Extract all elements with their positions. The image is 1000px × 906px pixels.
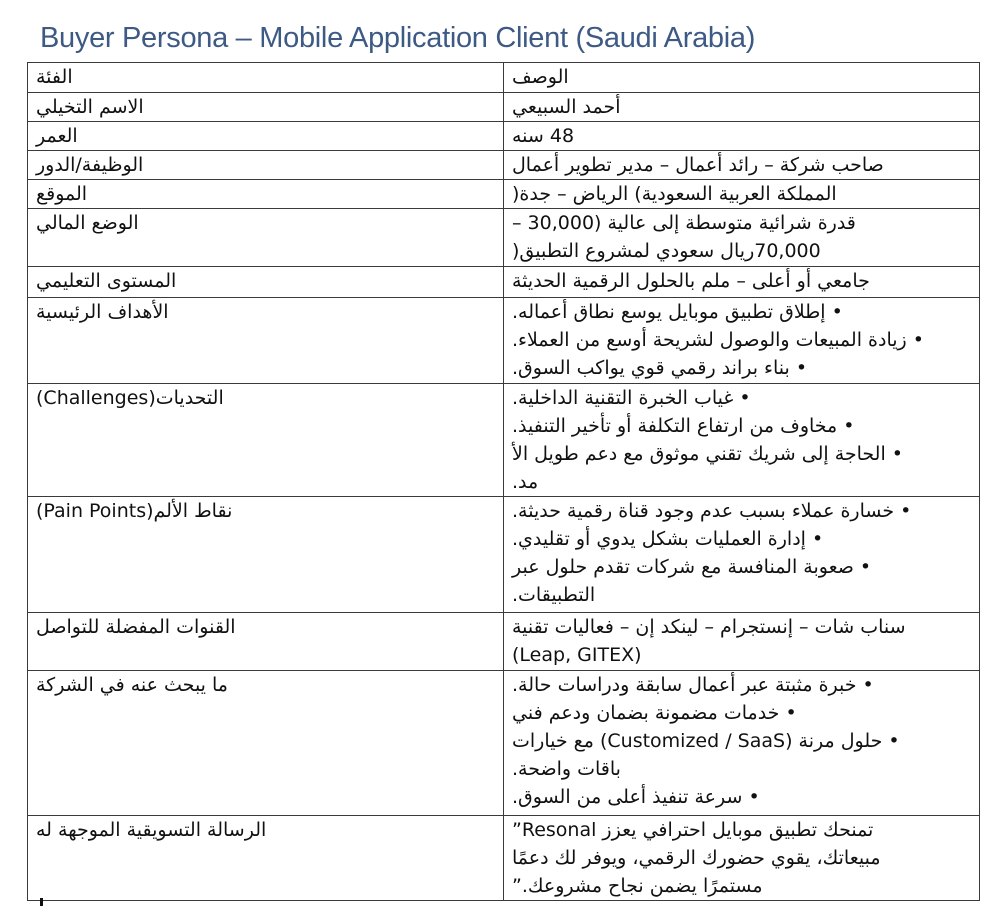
description-cell <box>504 267 980 298</box>
category-label: الموقع <box>36 183 88 205</box>
description-line: أحمد السبيعي <box>512 96 621 118</box>
description-line: • زيادة المبيعات والوصول لشريحة أوسع من العملاء. <box>512 329 924 351</box>
category-cell <box>28 180 504 209</box>
table-row <box>28 384 980 497</box>
category-cell <box>28 151 504 180</box>
category-cell <box>28 816 504 901</box>
category-cell <box>28 122 504 151</box>
table-row <box>28 298 980 384</box>
header-description <box>504 63 980 93</box>
description-line: • خسارة عملاء بسبب عدم وجود قناة رقمية حديثة. <box>512 500 912 522</box>
category-label: القنوات المفضلة للتواصل <box>36 616 236 638</box>
table-row <box>28 122 980 151</box>
category-cell <box>28 93 504 122</box>
category-label: الاسم التخيلي <box>36 96 144 118</box>
description-line: • خبرة مثبتة عبر أعمال سابقة ودراسات حالة. <box>512 674 874 696</box>
description-line: مستمرًا يضمن نجاح مشروعك.” <box>512 875 763 897</box>
table-row <box>28 497 980 613</box>
description-cell <box>504 209 980 267</box>
description-line: • إطلاق تطبيق موبايل يوسع نطاق أعماله. <box>512 301 843 323</box>
description-line: • بناء براند رقمي قوي يواكب السوق. <box>512 357 808 379</box>
category-label: الرسالة التسويقية الموجهة له <box>36 819 267 841</box>
category-cell <box>28 209 504 267</box>
buyer-persona-table <box>27 62 980 901</box>
table-row <box>28 816 980 901</box>
category-cell <box>28 613 504 671</box>
header-category-label: الفئة <box>36 66 73 88</box>
category-cell <box>28 384 504 497</box>
description-cell <box>504 151 980 180</box>
description-line: • غياب الخبرة التقنية الداخلية. <box>512 387 751 409</box>
description-cell <box>504 384 980 497</box>
table-header-row <box>28 63 980 93</box>
category-label: الأهداف الرئيسية <box>36 301 169 323</box>
description-cell <box>504 497 980 613</box>
description-line: • حلول مرنة (Customized / SaaS) مع خيارات <box>512 730 900 752</box>
description-line: • خدمات مضمونة بضمان ودعم فني <box>512 702 797 724</box>
description-cell <box>504 816 980 901</box>
description-line: صاحب شركة – رائد أعمال – مدير تطوير أعمال <box>512 154 884 176</box>
description-cell <box>504 122 980 151</box>
category-cell <box>28 497 504 613</box>
category-label: نقاط الألم(Pain Points) <box>36 500 233 522</box>
description-cell <box>504 93 980 122</box>
header-description-label: الوصف <box>512 66 569 88</box>
description-line: تمنحك تطبيق موبايل احترافي يعزز Resonal” <box>512 819 874 841</box>
description-line: (Leap, GITEX) <box>512 644 642 666</box>
description-cell <box>504 180 980 209</box>
description-line: مد. <box>512 471 539 493</box>
table-row <box>28 151 980 180</box>
category-label: العمر <box>36 125 78 147</box>
description-line: جامعي أو أعلى – ملم بالحلول الرقمية الحديثة <box>512 270 870 292</box>
description-line: مبيعاتك، يقوي حضورك الرقمي، ويوفر لك دعمًا <box>512 847 881 869</box>
description-cell <box>504 613 980 671</box>
table-row <box>28 180 980 209</box>
category-cell <box>28 298 504 384</box>
table-row <box>28 613 980 671</box>
description-line: المملكة العربية السعودية) الرياض – جدة( <box>512 183 837 205</box>
category-label: المستوى التعليمي <box>36 270 177 292</box>
category-cell <box>28 671 504 816</box>
category-label: ما يبحث عنه في الشركة <box>36 674 228 696</box>
description-line: 48 سنه <box>512 125 575 147</box>
category-label: التحديات(Challenges) <box>36 387 224 409</box>
description-line: • الحاجة إلى شريك تقني موثوق مع دعم طويل الأ <box>512 443 903 465</box>
description-line: 70,000ريال سعودي لمشروع التطبيق( <box>512 240 821 262</box>
header-category <box>28 63 504 93</box>
description-line: • سرعة تنفيذ أعلى من السوق. <box>512 786 760 808</box>
table-row <box>28 671 980 816</box>
category-cell <box>28 267 504 298</box>
description-line: باقات واضحة. <box>512 758 621 780</box>
description-cell <box>504 671 980 816</box>
document-title: Buyer Persona – Mobile Application Client (Saudi Arabia) <box>40 22 756 54</box>
description-line: قدرة شرائية متوسطة إلى عالية (30,000 – <box>512 212 856 234</box>
description-cell <box>504 298 980 384</box>
description-line: • صعوبة المنافسة مع شركات تقدم حلول عبر <box>512 556 872 578</box>
table-row <box>28 267 980 298</box>
text-cursor <box>40 898 43 906</box>
table-row <box>28 209 980 267</box>
description-line: سناب شات – إنستجرام – لينكد إن – فعاليات تقنية <box>512 616 906 638</box>
table-row <box>28 93 980 122</box>
description-line: التطبيقات. <box>512 584 596 606</box>
description-line: • مخاوف من ارتفاع التكلفة أو تأخير التنفيذ. <box>512 415 855 437</box>
category-label: الوضع المالي <box>36 212 139 234</box>
description-line: • إدارة العمليات بشكل يدوي أو تقليدي. <box>512 528 824 550</box>
category-label: الوظيفة/الدور <box>36 154 144 176</box>
